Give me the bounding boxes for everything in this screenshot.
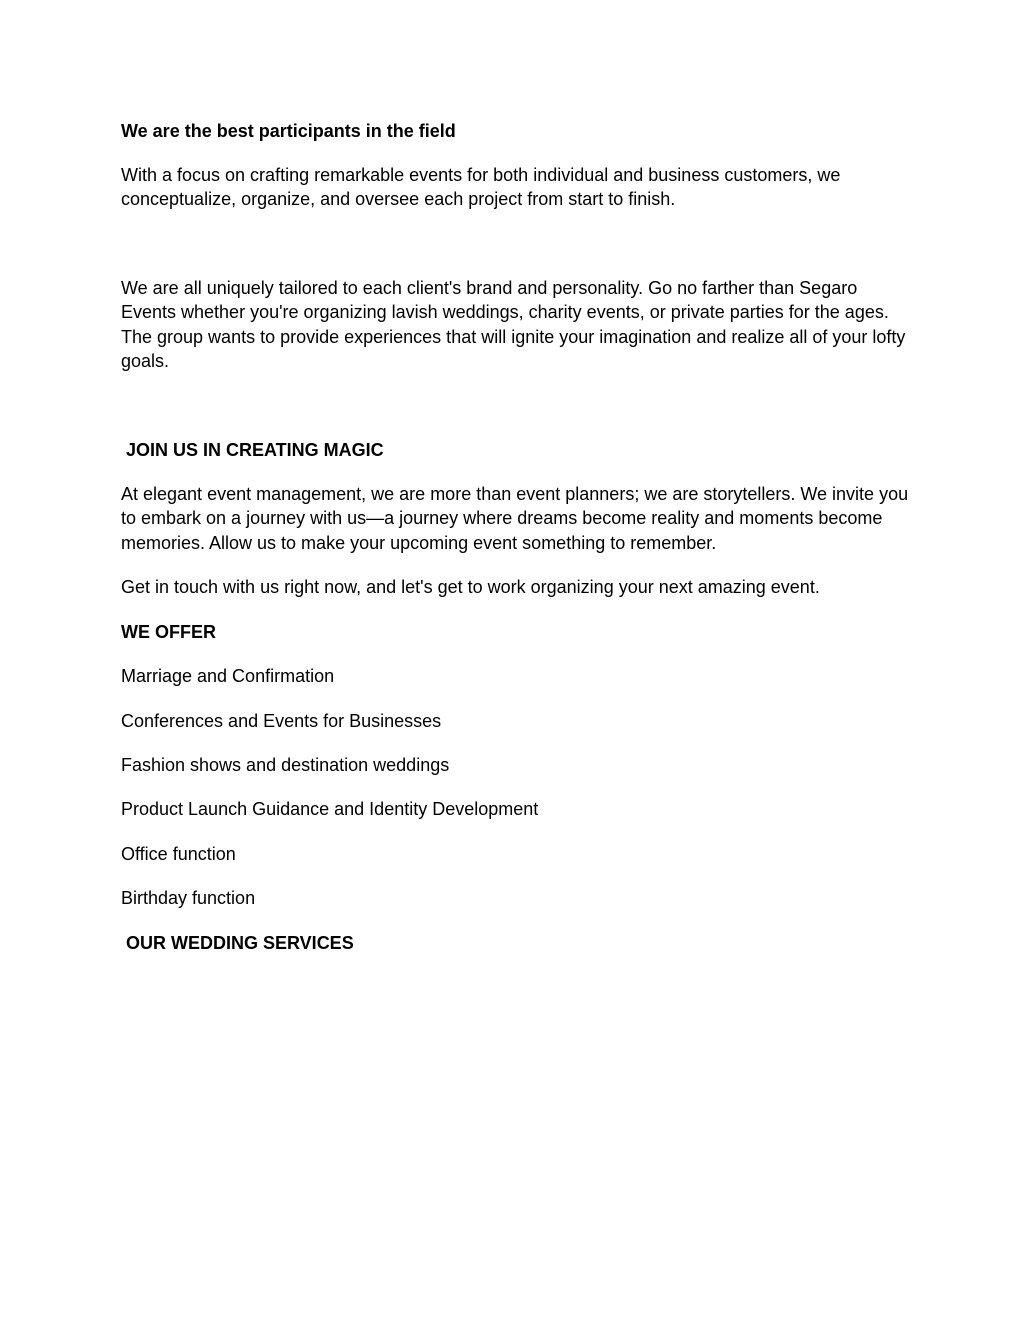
paragraph-intro: With a focus on crafting remarkable events for both individual and business customers, we conceptualize, organize, and oversee each project from start to finish. [121,165,841,210]
heading-wedding-services: OUR WEDDING SERVICES [126,933,354,953]
offer-item-fashion: Fashion shows and destination weddings [121,755,450,775]
heading-join: JOIN US IN CREATING MAGIC [126,440,384,460]
paragraph-contact: Get in touch with us right now, and let's get to work organizing your next amazing event. [121,577,820,597]
paragraph-join: At elegant event management, we are more than event planners; we are storytellers. We invite you to embark on a journey with us—a journey where dreams become reality and moments become memories. Allow us to make your upcoming event something to remember. [121,484,909,553]
paragraph-tailored: We are all uniquely tailored to each client's brand and personality. Go no farther than Segaro Events whether you're organizing lavish weddings, charity events, or private parties for the ages. The group wants to provide experiences that will ignite your imagination and realize all of your lofty goals. [121,278,906,371]
offer-item-conferences: Conferences and Events for Businesses [121,711,442,731]
offer-item-office: Office function [121,844,236,864]
offer-item-birthday: Birthday function [121,888,256,908]
offer-item-product-launch: Product Launch Guidance and Identity Development [121,799,539,819]
heading-offer: WE OFFER [121,622,216,642]
heading-intro: We are the best participants in the field [121,121,456,141]
offer-item-marriage: Marriage and Confirmation [121,666,335,686]
